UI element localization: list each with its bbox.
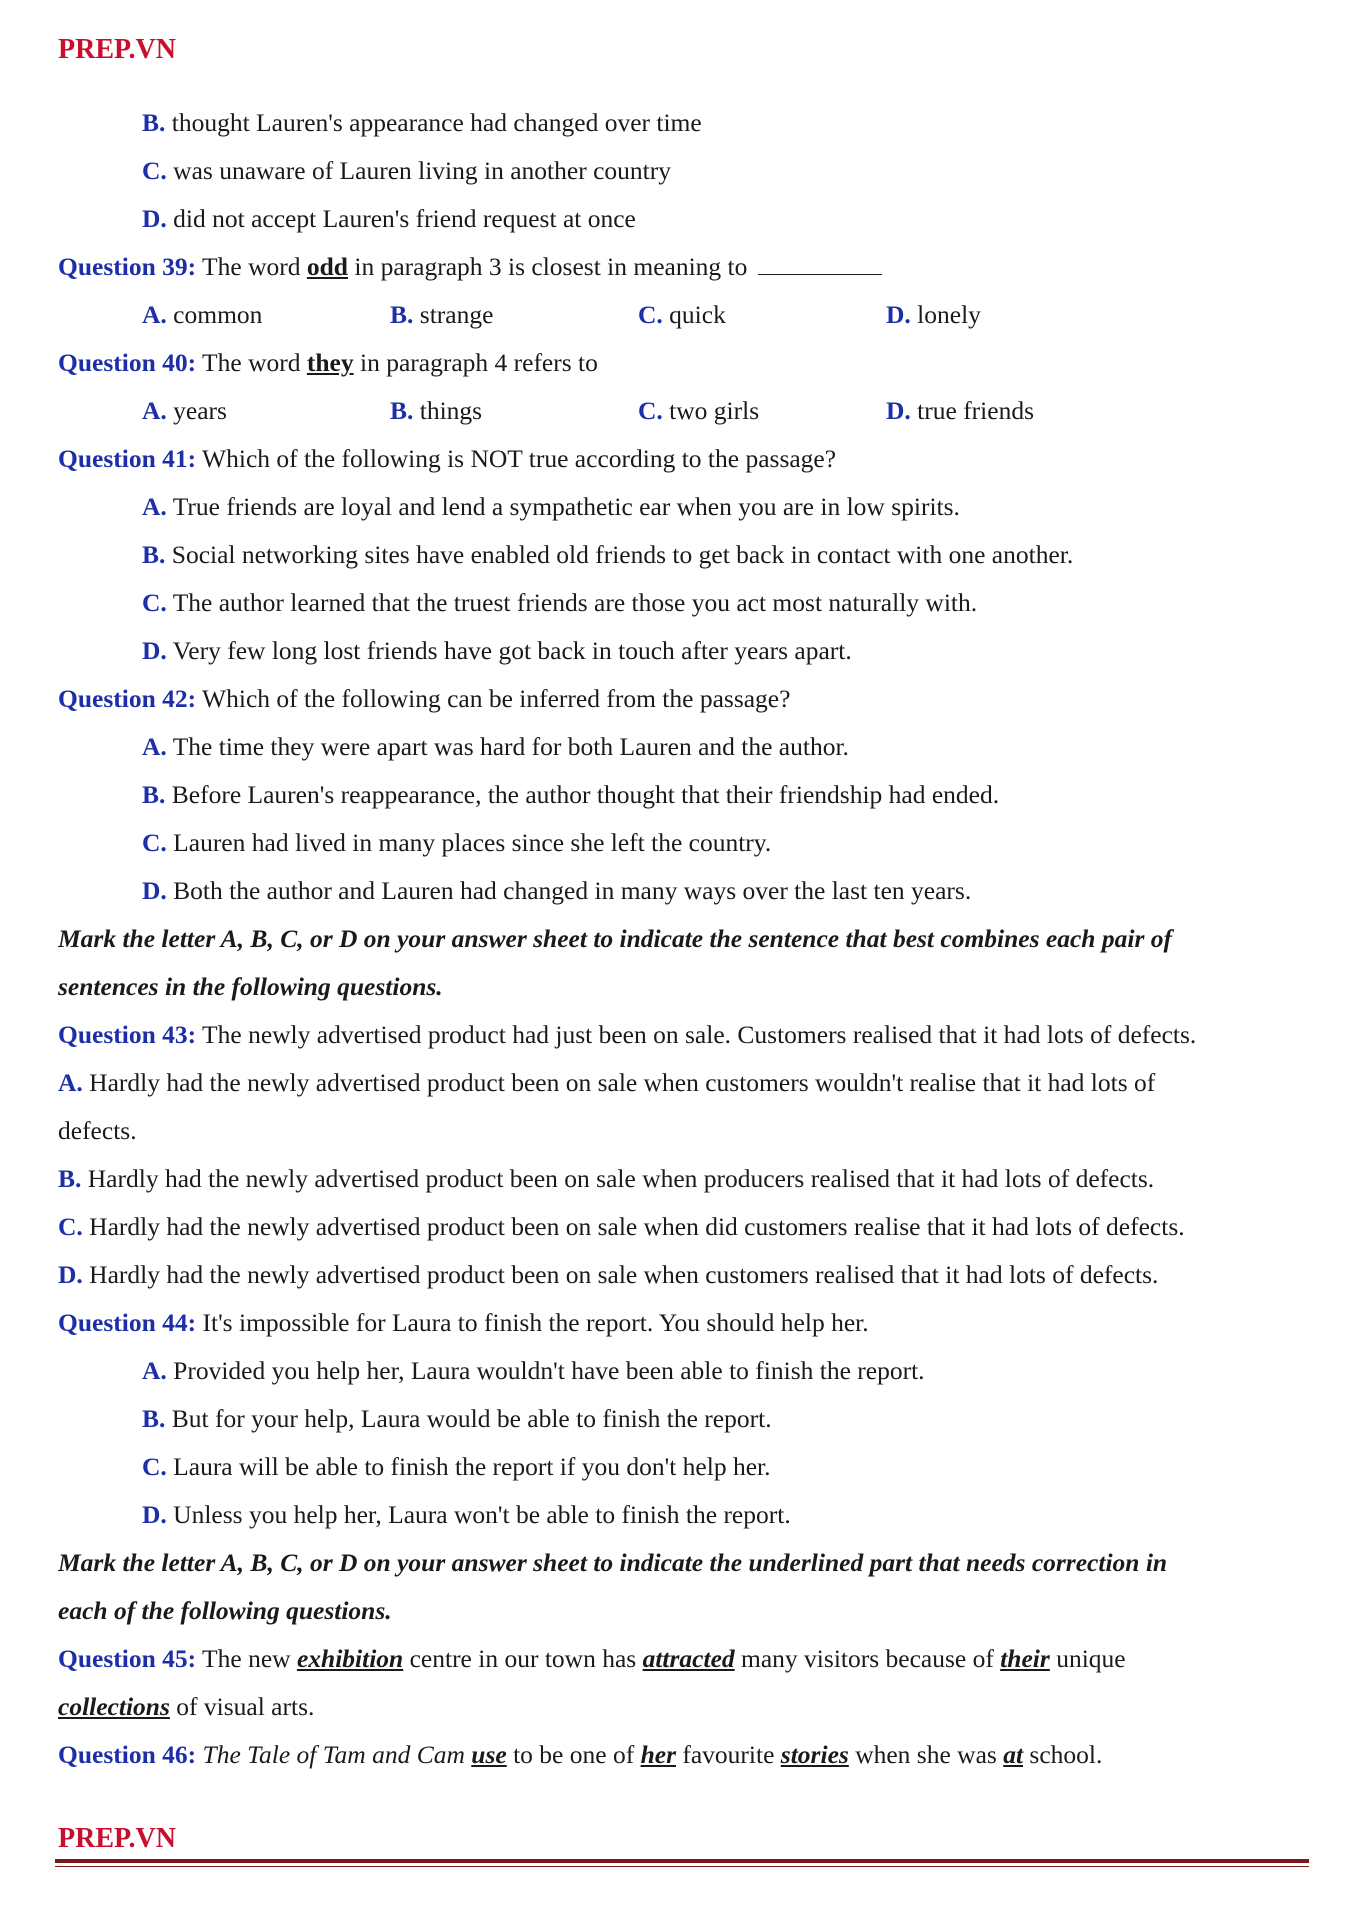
q45-stem: Question 45: The new exhibition centre in our town has attracted many visitors because of their unique (58, 1644, 1126, 1673)
q45-underlined-part: their (1000, 1644, 1050, 1673)
q41-option-b: B. Social networking sites have enabled old friends to get back in contact with one another. (142, 540, 1074, 569)
q42-stem: Question 42: Which of the following can be inferred from the passage? (58, 684, 791, 713)
q41-option-d: D. Very few long lost friends have got back in touch after years apart. (142, 636, 852, 665)
q43-option-a: A. Hardly had the newly advertised product been on sale when customers wouldn't realise that it had lots of (58, 1068, 1156, 1097)
q42-option-b: B. Before Lauren's reappearance, the author thought that their friendship had ended. (142, 780, 1000, 809)
q46-underlined-part: at (1003, 1740, 1024, 1769)
q40-option-d: D. true friends (886, 396, 1035, 425)
q40-stem: Question 40: The word they in paragraph 4 refers to (58, 348, 598, 377)
footer-rule (55, 1859, 1309, 1863)
q38-option-d: D. did not accept Lauren's friend request at once (142, 204, 636, 233)
q46-underlined-part: her (640, 1740, 676, 1769)
q40-option-b: B. things (390, 396, 483, 425)
q41-option-a: A. True friends are loyal and lend a sympathetic ear when you are in low spirits. (142, 492, 960, 521)
q38-option-b: B. thought Lauren's appearance had changed over time (142, 108, 702, 137)
q43-option-a-continued: defects. (58, 1116, 137, 1145)
instruction-combine-line2: sentences in the following questions. (58, 972, 443, 1001)
q44-option-b: B. But for your help, Laura would be able to finish the report. (142, 1404, 772, 1433)
q39-option-b: B. strange (390, 300, 494, 329)
q40-target-word: they (306, 348, 354, 377)
q44-option-c: C. Laura will be able to finish the report if you don't help her. (142, 1452, 771, 1481)
q41-stem: Question 41: Which of the following is NOT true according to the passage? (58, 444, 837, 473)
q44-option-d: D. Unless you help her, Laura won't be able to finish the report. (142, 1500, 791, 1529)
answer-blank (758, 254, 882, 275)
story-title: The Tale of Tam and Cam (196, 1740, 472, 1769)
q45-stem-continued: collections of visual arts. (58, 1692, 315, 1721)
q39-option-d: D. lonely (886, 300, 981, 329)
instruction-correction-line2: each of the following questions. (58, 1596, 392, 1625)
q39-target-word: odd (306, 252, 348, 281)
q46-underlined-part: stories (780, 1740, 849, 1769)
q39-option-a: A. common (142, 300, 263, 329)
q42-option-a: A. The time they were apart was hard for both Lauren and the author. (142, 732, 849, 761)
q43-option-c: C. Hardly had the newly advertised product been on sale when did customers realise that it had lots of defects. (58, 1212, 1185, 1241)
q39-option-c: C. quick (638, 300, 726, 329)
q42-option-d: D. Both the author and Lauren had changed in many ways over the last ten years. (142, 876, 972, 905)
instruction-correction-line1: Mark the letter A, B, C, or D on your answer sheet to indicate the underlined part that needs correction in (58, 1548, 1168, 1577)
q45-underlined-part: collections (58, 1692, 170, 1721)
instruction-combine-line1: Mark the letter A, B, C, or D on your answer sheet to indicate the sentence that best combines each pair of (58, 924, 1172, 953)
q38-option-c: C. was unaware of Lauren living in another country (142, 156, 671, 185)
q40-option-a: A. years (142, 396, 227, 425)
brand-header: PREP.VN (58, 34, 176, 65)
q42-option-c: C. Lauren had lived in many places since she left the country. (142, 828, 772, 857)
q44-option-a: A. Provided you help her, Laura wouldn't have been able to finish the report. (142, 1356, 925, 1385)
q41-option-c: C. The author learned that the truest friends are those you act most naturally with. (142, 588, 978, 617)
q45-underlined-part: attracted (642, 1644, 735, 1673)
q40-option-c: C. two girls (638, 396, 760, 425)
q43-option-d: D. Hardly had the newly advertised product been on sale when customers realised that it had lots of defects. (58, 1260, 1159, 1289)
q45-underlined-part: exhibition (296, 1644, 404, 1673)
q46-underlined-part: use (471, 1740, 507, 1769)
q43-stem: Question 43: The newly advertised product had just been on sale. Customers realised that it had lots of defects. (58, 1020, 1197, 1049)
q44-stem: Question 44: It's impossible for Laura to finish the report. You should help her. (58, 1308, 869, 1337)
footer-rule-thin (55, 1866, 1309, 1867)
q46-stem: Question 46: The Tale of Tam and Cam use to be one of her favourite stories when she was at school. (58, 1740, 1103, 1769)
q39-stem: Question 39: The word odd in paragraph 3 is closest in meaning to (58, 254, 882, 280)
q43-option-b: B. Hardly had the newly advertised product been on sale when producers realised that it had lots of defects. (58, 1164, 1155, 1193)
brand-footer: PREP.VN (58, 1823, 176, 1854)
